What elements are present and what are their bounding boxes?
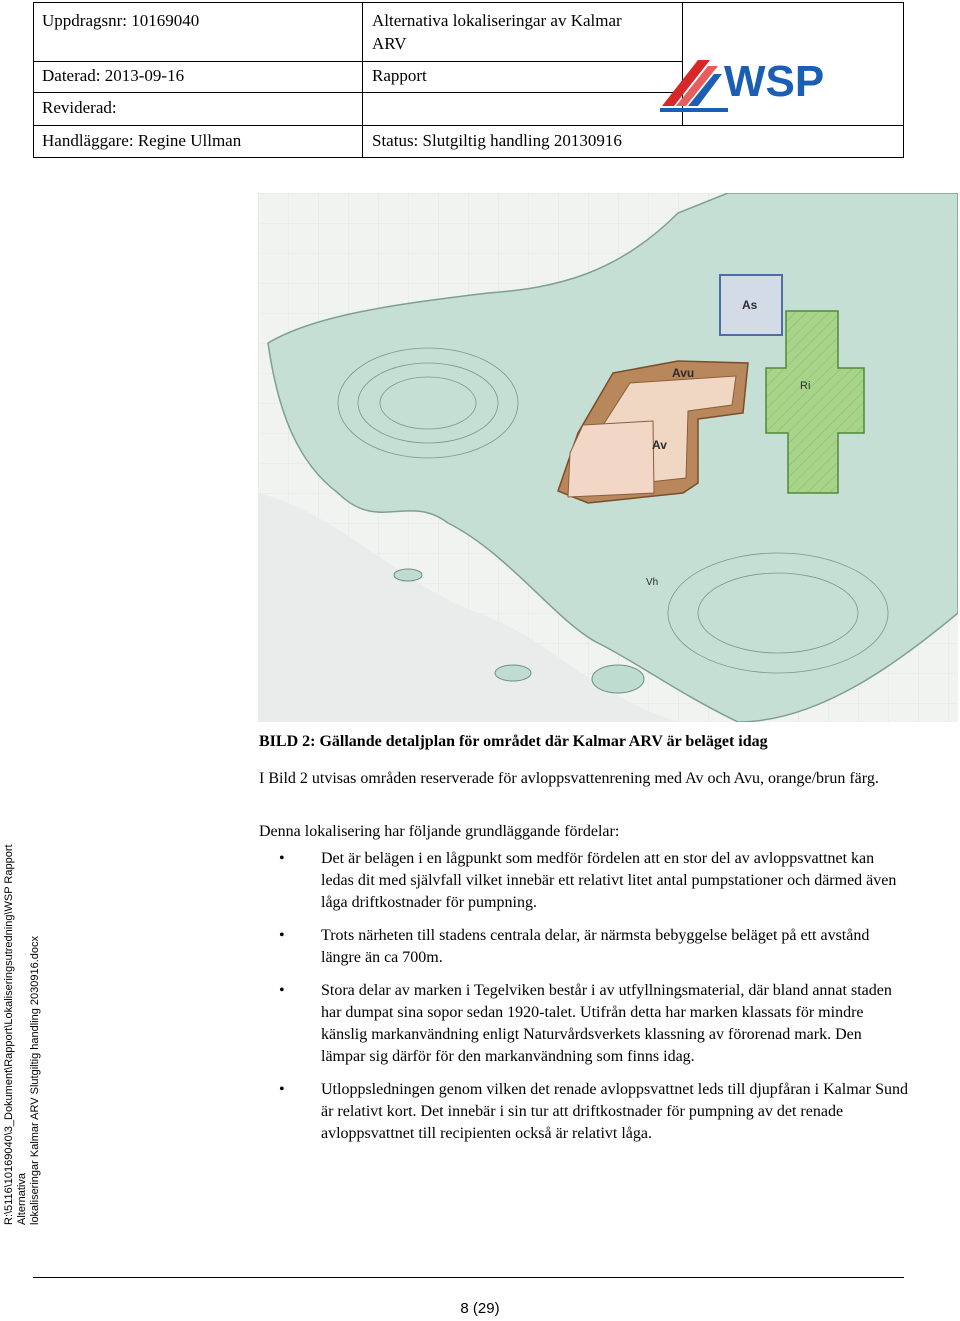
file-path-line1: R:\5116\10169040\3_Dokument\Rapport\Lokaliseringsutredning\WSP Rapport Alternativa — [3, 844, 28, 1225]
list-item: • Stora delar av marken i Tegelviken består i av utfyllningsmaterial, där bland annat staden har dumpat sina sopor sedan 1920-talet. Utifrån detta har marken klassats för mindre känslig markanvändning enligt Naturvårdsverkets klassning av förorenad mark. Den lämpar sig därför för den markanvändning som finns idag. — [279, 982, 892, 1065]
status: Status: Slutgiltig handling 20130916 — [372, 131, 622, 150]
document-type: Rapport — [372, 66, 427, 85]
handler: Handläggare: Regine Ullman — [42, 131, 242, 150]
detail-plan-map — [258, 193, 958, 722]
report-title-line2: ARV — [372, 34, 407, 53]
page-number: 8 (29) — [460, 1300, 500, 1317]
header-divider — [34, 61, 682, 62]
list-item-text: Stora delar av marken i Tegelviken består i av utfyllningsmaterial, där bland annat staden har dumpat sina sopor sedan 1920-talet. Utifrån detta har marken klassats för mindre känslig markanvändning enligt Naturvårdsverkets klassning av förorenad mark. Den lämpar sig därför för den markanvändning som finns idag. — [321, 982, 892, 1065]
map-label-ri: Ri — [800, 380, 811, 392]
assignment-number: Uppdragsnr: 10169040 — [42, 11, 200, 30]
list-item-text: Trots närheten till stadens centrala delar, är närmsta bebyggelse beläget på ett avstånd längre än ca 700m. — [321, 927, 870, 966]
map-label-as: As — [742, 298, 758, 312]
revised: Reviderad: — [42, 98, 117, 117]
file-path — [3, 805, 42, 1225]
file-path-line2: lokaliseringar Kalmar ARV Slutgiltig handling 2030916.docx — [29, 935, 41, 1225]
list-item: • Trots närheten till stadens centrala delar, är närmsta bebyggelse beläget på ett avstånd längre än ca 700m. — [279, 927, 870, 966]
header-divider — [34, 125, 903, 126]
list-item-text: Det är belägen i en lågpunkt som medför fördelen att en stor del av avloppsvattnet kan ledas dit med självfall vilket innebär ett relativt litet antal pumpstationer och därmed även låga driftkostnader för pumpning. — [321, 850, 897, 911]
header-divider — [362, 3, 363, 157]
list-item: • Utloppsledningen genom vilken det renade avloppsvattnet leds till djupfåran i Kalmar Sund är relativt kort. Det innebär i sin tur att driftkostnader för pumpning av det renade avloppsvattnet till recipienten också är relativt låga. — [279, 1081, 908, 1142]
list-item: • Det är belägen i en lågpunkt som medför fördelen att en stor del av avloppsvattnet kan ledas dit med självfall vilket innebär ett relativt litet antal pumpstationer och därmed även låga driftkostnader för pumpning. — [279, 850, 897, 911]
date: Daterad: 2013-09-16 — [42, 66, 185, 85]
intro-paragraph: I Bild 2 utvisas områden reserverade för avloppsvattenrening med Av och Avu, orange/brun färg. — [259, 770, 879, 787]
list-item-text: Utloppsledningen genom vilken det renade avloppsvattnet leds till djupfåran i Kalmar Sund är relativt kort. Det innebär i sin tur att driftkostnader för pumpning av det renade avloppsvattnet till recipienten också är relativt låga. — [321, 1081, 908, 1142]
map-label-avu: Avu — [672, 366, 695, 380]
map-label-av: Av — [652, 438, 667, 452]
footer-divider — [33, 1277, 904, 1278]
figure-caption: BILD 2: Gällande detaljplan för området där Kalmar ARV är beläget idag — [259, 733, 768, 750]
logo-text: WSP — [724, 57, 825, 106]
advantages-list — [259, 848, 909, 1156]
header-divider — [34, 92, 682, 93]
map-label-vh: Vh — [646, 577, 659, 588]
wsp-logo — [658, 52, 858, 114]
map-graphic — [258, 193, 958, 722]
report-title-line1: Alternativa lokaliseringar av Kalmar — [372, 11, 622, 30]
advantages-intro: Denna lokalisering har följande grundläggande fördelar: — [259, 823, 620, 840]
